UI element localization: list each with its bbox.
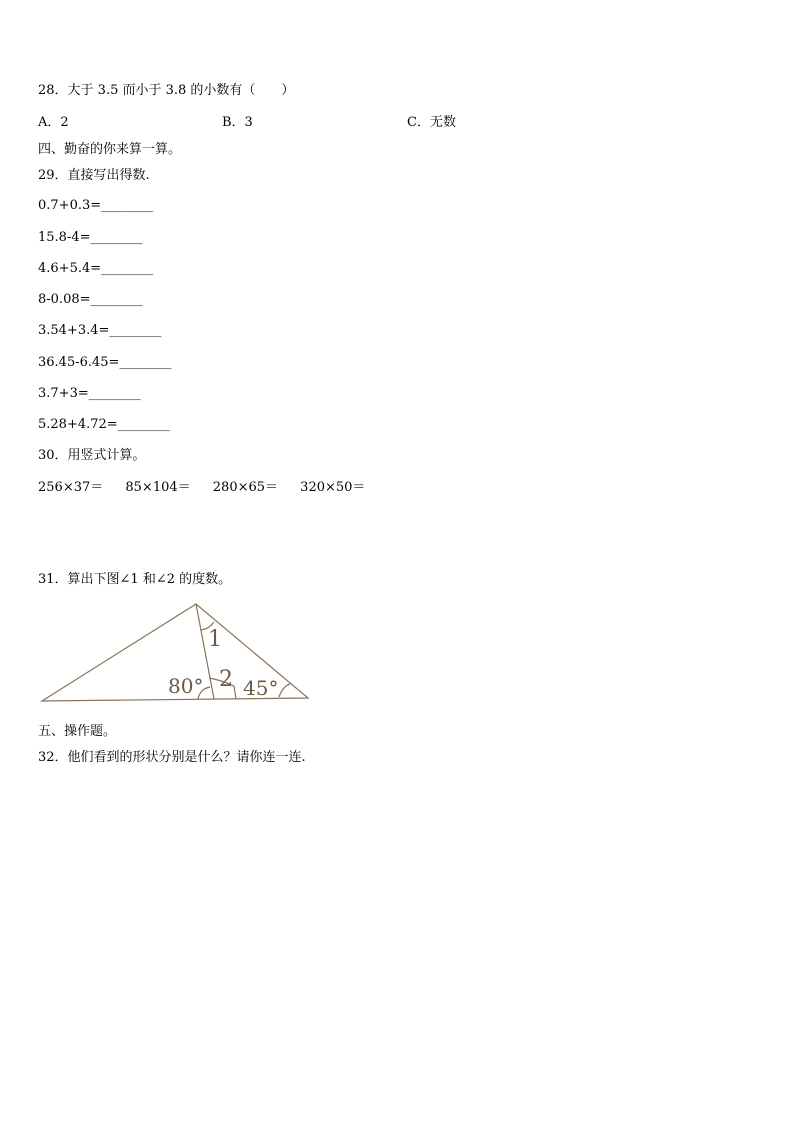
q29-item-1 — [38, 198, 153, 214]
triangle-figure — [38, 600, 313, 706]
angle-45-label: 45° — [243, 676, 279, 700]
q29-item-4 — [38, 292, 143, 308]
q29-item-6 — [38, 355, 171, 371]
q29-item-8 — [38, 417, 170, 433]
q29-expression: 3.54+3.4= — [38, 323, 110, 338]
q29-stem: 29．直接写出得数. — [38, 168, 150, 183]
q29-expression: 8-0.08= — [38, 292, 91, 307]
answer-blank: ________ — [88, 386, 141, 401]
angle-1-label: 1 — [208, 627, 222, 652]
q29-expression: 5.28+4.72= — [38, 417, 118, 432]
answer-blank: ________ — [117, 417, 170, 432]
q32-stem: 32．他们看到的形状分别是什么？请你连一连. — [38, 750, 306, 765]
q28-option-b: B．3 — [222, 115, 253, 130]
q30-stem: 30．用竖式计算。 — [38, 448, 146, 463]
q28-option-a: A．2 — [38, 115, 69, 130]
q30-item: 280×65＝ — [212, 480, 279, 495]
angle-2-label: 2 — [219, 667, 233, 692]
angle-80-label: 80° — [168, 674, 204, 698]
q30-item: 85×104＝ — [125, 480, 191, 495]
section-4-title: 四、勤奋的你来算一算。 — [38, 142, 182, 157]
answer-blank: ________ — [101, 261, 154, 276]
q29-item-2 — [38, 230, 143, 246]
answer-blank: ________ — [119, 355, 172, 370]
q29-item-5 — [38, 323, 161, 339]
q29-item-7 — [38, 386, 141, 402]
answer-blank: ________ — [90, 292, 143, 307]
q29-expression: 4.6+5.4= — [38, 261, 102, 276]
q29-expression: 0.7+0.3= — [38, 198, 102, 213]
q29-expression: 3.7+3= — [38, 386, 89, 401]
q31-stem: 31．算出下图∠1 和∠2 的度数。 — [38, 572, 232, 587]
answer-blank: ________ — [90, 230, 143, 245]
q29-expression: 15.8-4= — [38, 230, 91, 245]
answer-blank: ________ — [101, 198, 154, 213]
q29-expression: 36.45-6.45= — [38, 355, 120, 370]
q28-stem: 28．大于 3.5 而小于 3.8 的小数有（ ） — [38, 83, 295, 98]
q30-items — [38, 480, 383, 496]
section-5-title: 五、操作题。 — [38, 724, 117, 739]
q30-item: 256×37＝ — [38, 480, 104, 495]
q30-item: 320×50＝ — [300, 480, 366, 495]
q29-item-3 — [38, 261, 153, 277]
answer-blank: ________ — [109, 323, 162, 338]
angle-45-arc — [279, 684, 290, 697]
q28-option-c: C．无数 — [407, 115, 456, 130]
